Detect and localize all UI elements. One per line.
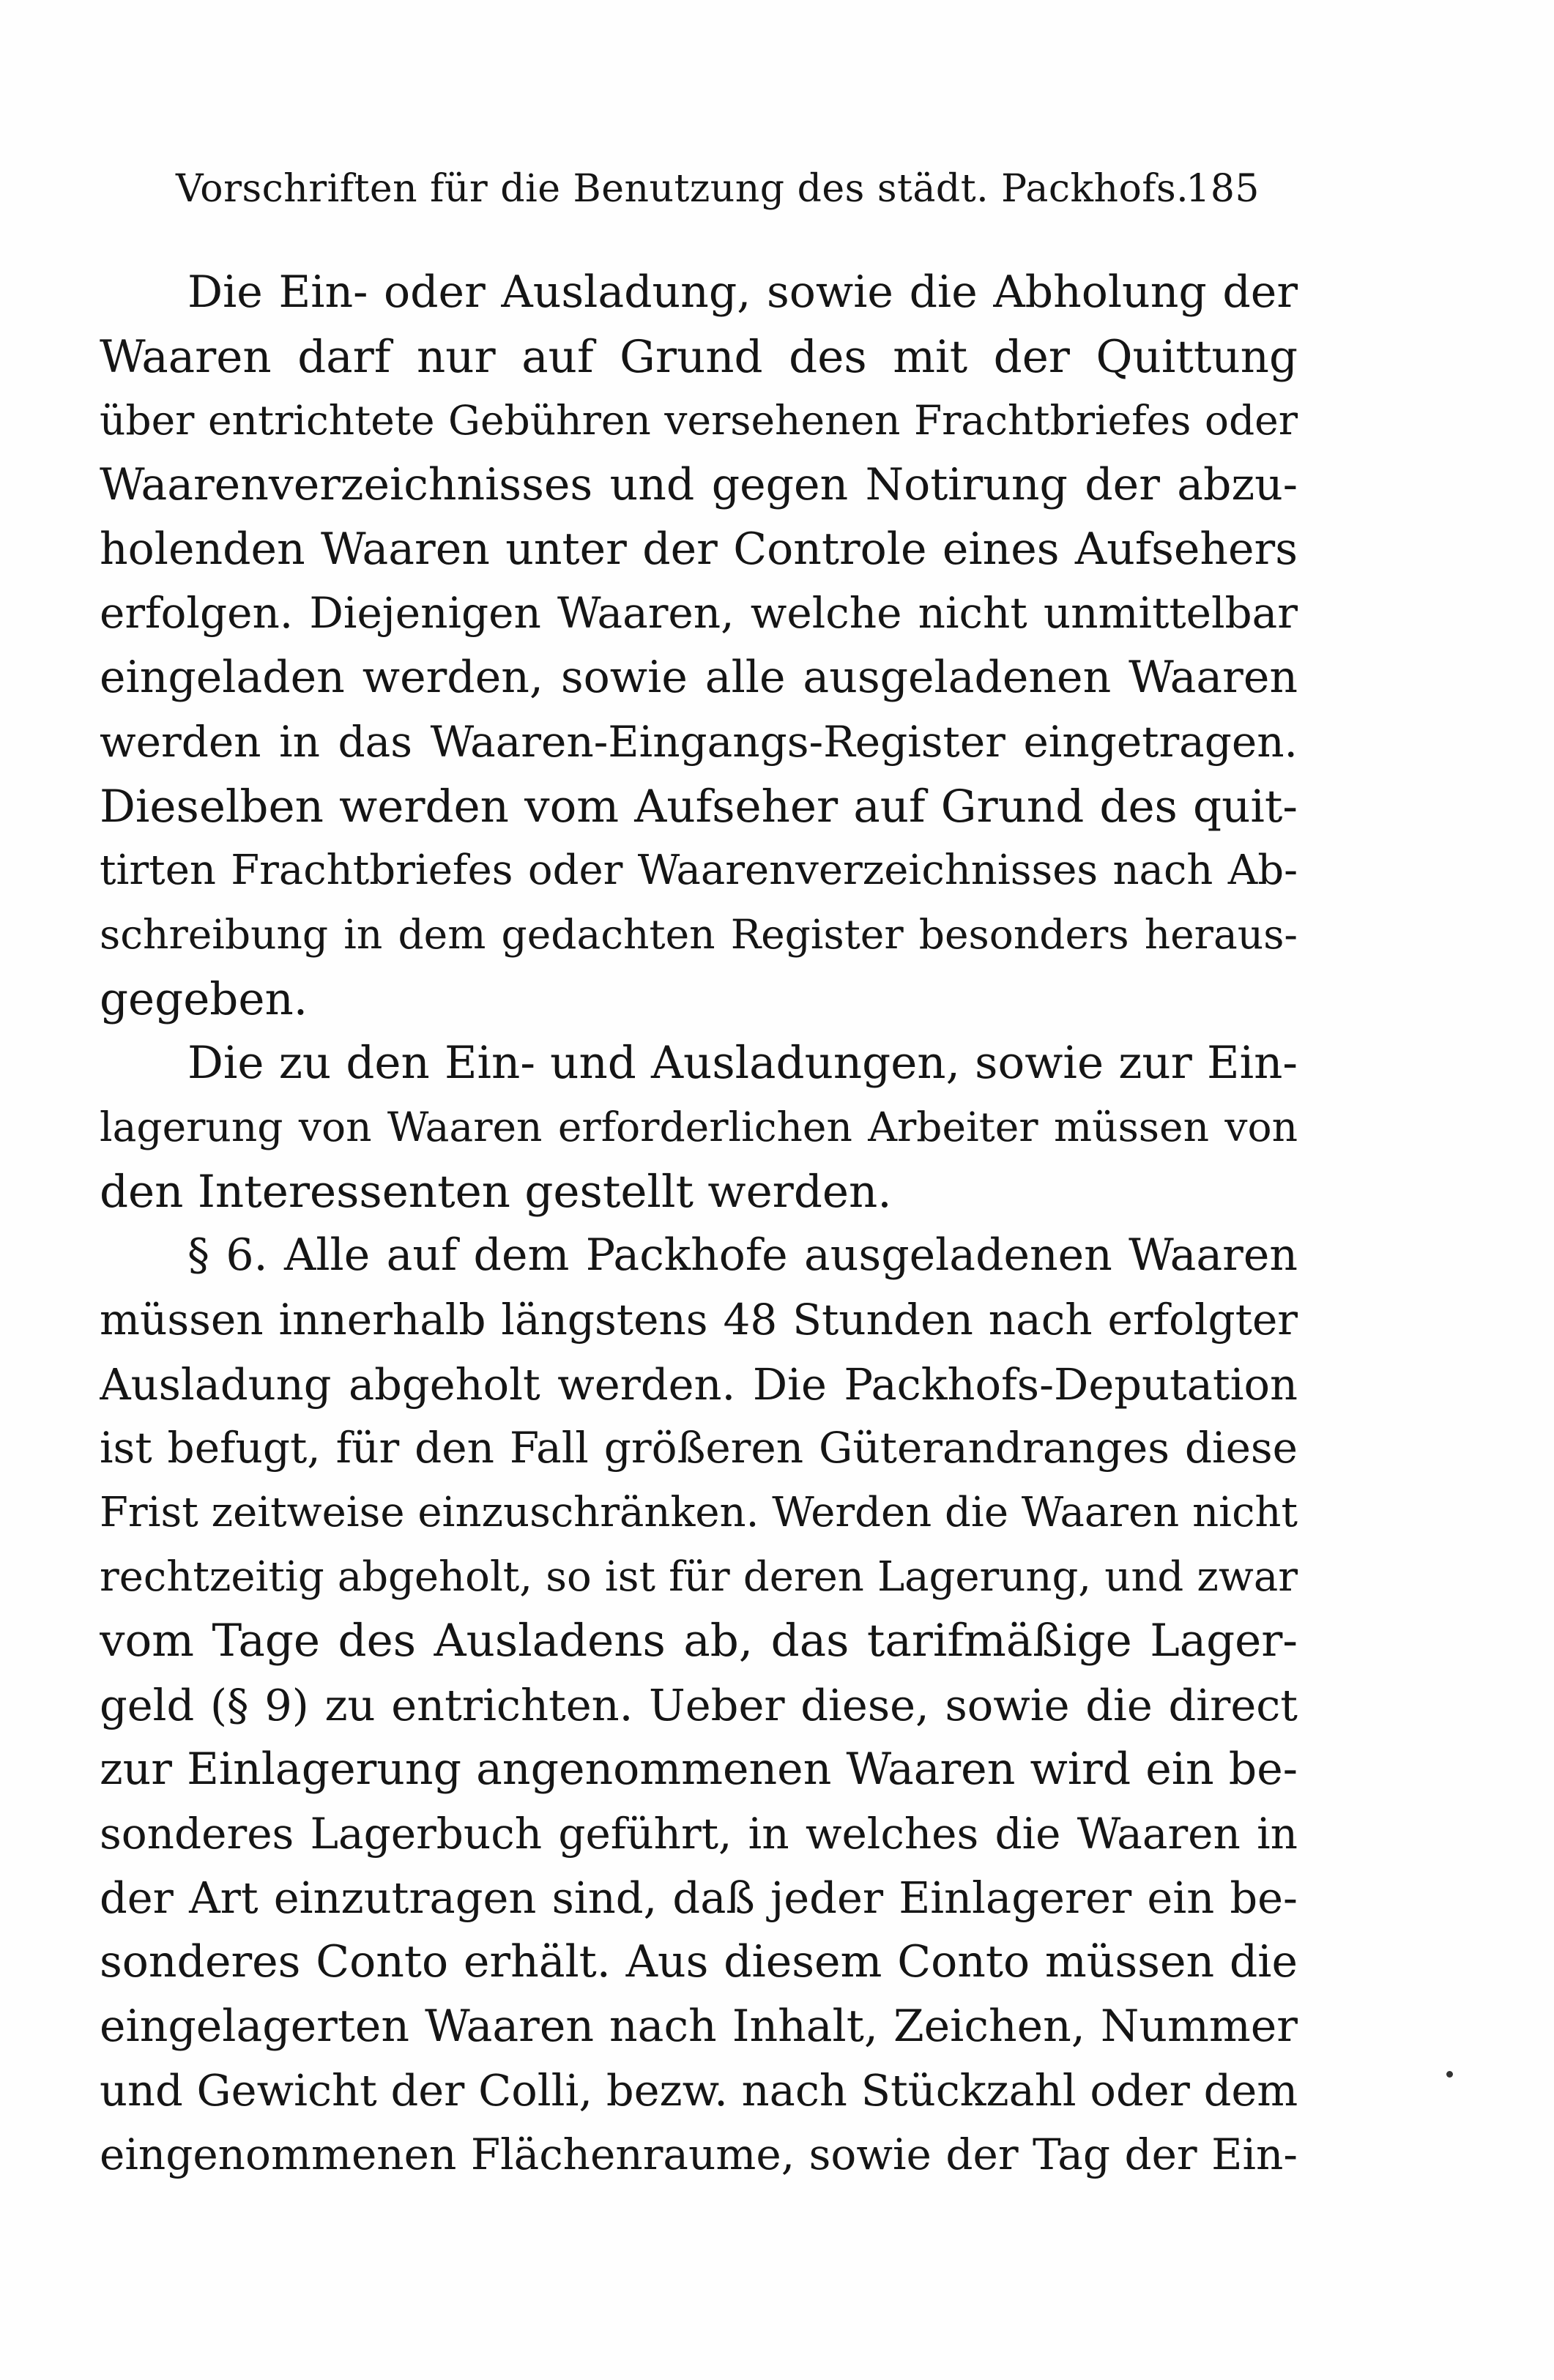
section-6-line-8: geld (§ 9) zu entrichten. Ueber diese, sowie die direct [100, 1680, 1298, 1731]
section-6-line-3: Ausladung abgeholt werden. Die Packhofs-Deputation [100, 1358, 1298, 1410]
paragraph-2-line-3: den Interessenten gestellt werden. [100, 1165, 892, 1218]
section-6-line-15: eingenommenen Flächenraume, sowie der Tag der Ein- [100, 2129, 1298, 2179]
paragraph-1-line-7: eingeladen werden, sowie alle ausgeladenen Waaren [100, 652, 1298, 704]
paragraph-1-line-5: holenden Waaren unter der Controle eines Aufsehers [100, 523, 1298, 575]
ink-speck [1446, 2071, 1453, 2078]
paragraph-1-line-2: Waaren darf nur auf Grund des mit der Quittung [100, 330, 1298, 383]
running-head [176, 160, 1260, 218]
section-6-line-2: müssen innerhalb längstens 48 Stunden nach erfolgter [100, 1295, 1298, 1345]
section-6-line-13: eingelagerten Waaren nach Inhalt, Zeichen, Nummer [100, 2000, 1298, 2052]
section-6-line-10: sonderes Lagerbuch geführt, in welches die Waaren in [100, 1808, 1298, 1859]
paragraph-1-line-1: Die Ein- oder Ausladung, sowie die Abholung der [187, 267, 1298, 318]
section-6-line-12: sonderes Conto erhält. Aus diesem Conto müssen die [100, 1935, 1298, 1987]
section-6-line-11: der Art einzutragen sind, daß jeder Einlagerer ein be- [100, 1873, 1298, 1924]
paragraph-1-line-10: tirten Frachtbriefes oder Waarenverzeichnisses nach Ab- [100, 847, 1298, 895]
section-6-line-14: und Gewicht der Colli, bezw. nach Stückzahl oder dem [100, 2065, 1298, 2116]
paragraph-1-line-12: gegeben. [100, 973, 308, 1025]
paragraph-1-line-8: werden in das Waaren-Eingangs-Register eingetragen. [100, 716, 1298, 767]
section-6-line-4: ist befugt, für den Fall größeren Güterandranges diese [100, 1423, 1298, 1473]
section-6-line-7: vom Tage des Ausladens ab, das tarifmäßige Lager- [100, 1615, 1298, 1667]
paragraph-1-line-6: erfolgen. Diejenigen Waaren, welche nicht unmittelbar [100, 588, 1298, 639]
section-6-line-1: § 6. Alle auf dem Packhofe ausgeladenen Waaren [187, 1230, 1298, 1282]
paragraph-1-line-9: Dieselben werden vom Aufseher auf Grund des quit- [100, 780, 1298, 833]
section-6-line-6: rechtzeitig abgeholt, so ist für deren Lagerung, und zwar [100, 1552, 1298, 1601]
body-text [100, 261, 1298, 2187]
paragraph-1-line-3: über entrichtete Gebühren versehenen Frachtbriefes oder [100, 397, 1298, 445]
page-number: 185 [1186, 167, 1260, 211]
running-title: Vorschriften für die Benutzung des städt. Packhofs. [176, 167, 1189, 211]
paragraph-1-line-4: Waarenverzeichnisses und gegen Notirung der abzu- [100, 459, 1298, 511]
section-6-line-5: Frist zeitweise einzuschränken. Werden die Waaren nicht [100, 1489, 1298, 1537]
paragraph-2-line-1: Die zu den Ein- und Ausladungen, sowie zur Ein- [187, 1037, 1298, 1090]
paragraph-1-line-11: schreibung in dem gedachten Register besonders heraus- [100, 910, 1298, 958]
section-6-line-9: zur Einlagerung angenommenen Waaren wird ein be- [100, 1743, 1298, 1795]
paragraph-2-line-2: lagerung von Waaren erforderlichen Arbeiter müssen von [100, 1103, 1298, 1150]
